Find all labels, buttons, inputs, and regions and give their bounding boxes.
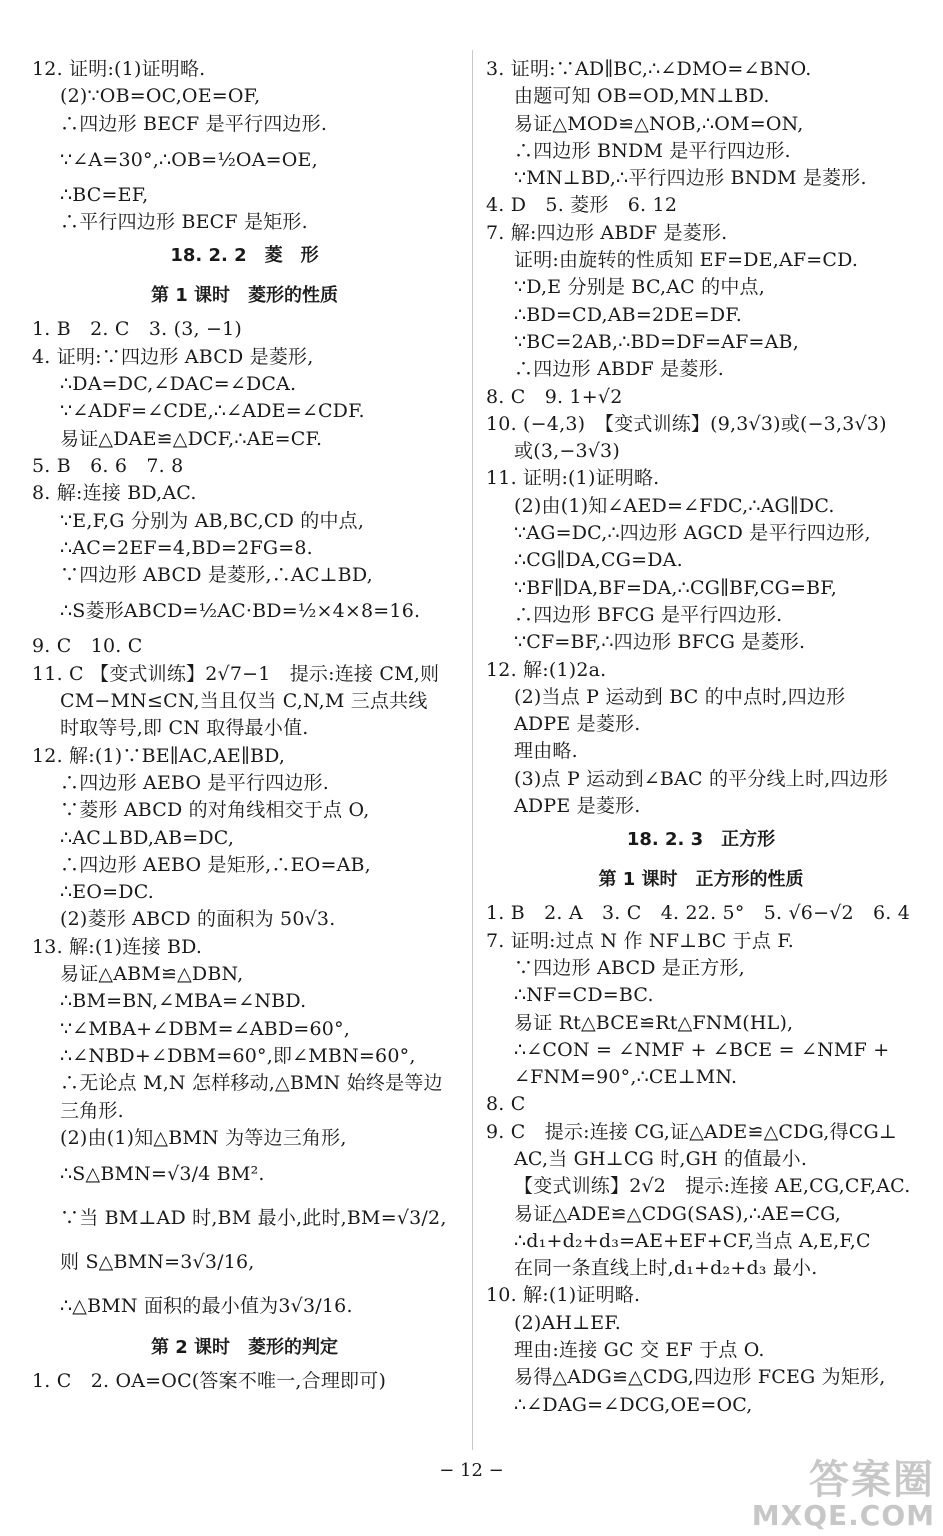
answer-line: ∴∠CON = ∠NMF + ∠BCE = ∠NMF + xyxy=(514,1038,890,1061)
answer-line: ∵∠A=30°,∴OB=½OA=OE, xyxy=(60,148,318,171)
answer-line: ∵AG=DC,∴四边形 AGCD 是平行四边形, xyxy=(514,522,871,545)
section-heading: 18. 2. 3 正方形 xyxy=(626,829,776,851)
answer-line: ∵∠ADF=∠CDE,∴∠ADE=∠CDF. xyxy=(60,400,365,423)
answer-line: ∴四边形 ABDF 是菱形. xyxy=(514,358,725,381)
answer-item: 1. B 2. A 3. C 4. 22. 5° 5. √6−√2 6. 4 xyxy=(486,902,911,925)
answer-line: ∴无论点 M,N 怎样移动,△BMN 始终是等边 xyxy=(60,1072,443,1095)
answer-item: 13. 解:(1)连接 BD. xyxy=(32,935,203,958)
answer-line: ∴DA=DC,∠DAC=∠DCA. xyxy=(60,373,297,396)
answer-line: ∵BC=2AB,∴BD=DF=AF=AB, xyxy=(514,330,799,353)
answer-line: ∴四边形 AEBO 是平行四边形. xyxy=(60,771,330,794)
answer-line: ∵BF∥DA,BF=DA,∴CG∥BF,CG=BF, xyxy=(514,576,837,599)
answer-line: ∴AC⊥BD,AB=DC, xyxy=(60,826,235,849)
answer-line: ∴四边形 BFCG 是平行四边形. xyxy=(514,603,783,626)
answer-line: ∵MN⊥BD,∴平行四边形 BNDM 是菱形. xyxy=(514,167,867,190)
answer-item: 11. C 【变式训练】2√7−1 提示:连接 CM,则 xyxy=(32,662,440,685)
answer-item: 10. (−4,3) 【变式训练】(9,3√3)或(−3,3√3) xyxy=(486,412,887,435)
column-divider xyxy=(472,50,473,1450)
answer-line: ∵∠MBA+∠DBM=∠ABD=60°, xyxy=(60,1017,351,1040)
answer-line: 由题可知 OB=OD,MN⊥BD. xyxy=(514,85,770,108)
answer-item: 10. 解:(1)证明略. xyxy=(486,1284,641,1307)
answer-line: 三角形. xyxy=(60,1099,124,1122)
answer-item: 7. 证明:过点 N 作 NF⊥BC 于点 F. xyxy=(486,929,794,952)
answer-item: 4. D 5. 菱形 6. 12 xyxy=(486,194,678,217)
answer-line: ADPE 是菱形. xyxy=(514,795,641,818)
watermark-line2: MXQE.COM xyxy=(751,1498,935,1532)
answer-line: 则 S△BMN=3√3/16, xyxy=(60,1251,255,1274)
answer-line: 易证 Rt△BCE≌Rt△FNM(HL), xyxy=(514,1011,794,1034)
answer-line: CM−MN≤CN,当且仅当 C,N,M 三点共线 xyxy=(60,690,428,713)
answer-line: ∴S△BMN=√3/4 BM². xyxy=(60,1163,265,1186)
answer-line: ∴S菱形ABCD=½AC·BD=½×4×8=16. xyxy=(60,600,421,623)
watermark-logo xyxy=(751,1456,935,1532)
answer-line: (3)点 P 运动到∠BAC 的平分线上时,四边形 xyxy=(514,767,888,790)
answer-line: ∠FNM=90°,∴CE⊥MN. xyxy=(514,1066,738,1089)
answer-line: ∵D,E 分别是 BC,AC 的中点, xyxy=(514,276,765,299)
page-number: − 12 − xyxy=(439,1460,504,1481)
answer-line: ∴四边形 AEBO 是矩形,∴EO=AB, xyxy=(60,853,371,876)
answer-line: 时取等号,即 CN 取得最小值. xyxy=(60,717,309,740)
answer-line: 理由略. xyxy=(514,740,578,763)
answer-line: ∴BM=BN,∠MBA=∠NBD. xyxy=(60,990,307,1013)
answer-line: ∴BD=CD,AB=2DE=DF. xyxy=(514,303,742,326)
right-column xyxy=(486,56,916,1419)
left-column xyxy=(32,56,457,1395)
answer-line: ∴△BMN 面积的最小值为3√3/16. xyxy=(60,1295,353,1318)
answer-item: 1. C 2. OA=OC(答案不唯一,合理即可) xyxy=(32,1370,387,1393)
answer-line: (2)当点 P 运动到 BC 的中点时,四边形 xyxy=(514,685,846,708)
answer-item: 8. 解:连接 BD,AC. xyxy=(32,482,197,505)
answer-line: (2)由(1)知△BMN 为等边三角形, xyxy=(60,1126,347,1149)
answer-line: ∵菱形 ABCD 的对角线相交于点 O, xyxy=(60,799,370,822)
answer-item: 7. 解:四边形 ABDF 是菱形. xyxy=(486,221,728,244)
answer-line: ∴CG∥DA,CG=DA. xyxy=(514,549,683,572)
answer-item: 4. 证明:∵四边形 ABCD 是菱形, xyxy=(32,345,314,368)
answer-line: ∴平行四边形 BECF 是矩形. xyxy=(60,211,308,234)
answer-line: ∵CF=BF,∴四边形 BFCG 是菱形. xyxy=(514,631,806,654)
answer-line: ∴BC=EF, xyxy=(60,183,149,206)
answer-line: (2)菱形 ABCD 的面积为 50√3. xyxy=(60,908,336,931)
answer-line: 在同一条直线上时,d₁+d₂+d₃ 最小. xyxy=(514,1257,818,1280)
answer-item: 1. B 2. C 3. (3, −1) xyxy=(32,318,243,341)
section-heading: 第 2 课时 菱形的判定 xyxy=(150,1337,339,1359)
watermark-line1: 答案圈 xyxy=(809,1456,935,1503)
answer-line: ∴四边形 BECF 是平行四边形. xyxy=(60,112,328,135)
answer-line: ∵四边形 ABCD 是正方形, xyxy=(514,956,745,979)
answer-line: (2)AH⊥EF. xyxy=(514,1311,622,1334)
answer-line: 易证△ABM≌△DBN, xyxy=(60,963,244,986)
answer-item: 12. 证明:(1)证明略. xyxy=(32,58,206,80)
answer-line: (2)∵OB=OC,OE=OF, xyxy=(60,85,261,108)
answer-line: ∴∠NBD+∠DBM=60°,即∠MBN=60°, xyxy=(60,1044,416,1067)
answer-item: 5. B 6. 6 7. 8 xyxy=(32,454,184,477)
answer-line: 或(3,−3√3) xyxy=(514,440,620,463)
answer-line: 易证△MOD≌△NOB,∴OM=ON, xyxy=(514,112,804,135)
answer-line: ∵四边形 ABCD 是菱形,∴AC⊥BD, xyxy=(60,564,373,587)
answer-item: 12. 解:(1)2a. xyxy=(486,658,607,681)
answer-line: ∵当 BM⊥AD 时,BM 最小,此时,BM=√3/2, xyxy=(60,1207,447,1230)
answer-line: ∴d₁+d₂+d₃=AE+EF+CF,当点 A,E,F,C xyxy=(514,1229,871,1252)
answer-line: 【变式训练】2√2 提示:连接 AE,CG,CF,AC. xyxy=(514,1175,911,1198)
answer-item: 9. C 提示:连接 CG,证△ADE≌△CDG,得CG⊥ xyxy=(486,1120,897,1143)
answer-item: 3. 证明:∵AD∥BC,∴∠DMO=∠BNO. xyxy=(486,58,812,80)
answer-line: 易得△ADG≌△CDG,四边形 FCEG 为矩形, xyxy=(514,1366,886,1389)
answer-line: 易证△DAE≌△DCF,∴AE=CF. xyxy=(60,427,323,450)
answer-line: AC,当 GH⊥CG 时,GH 的值最小. xyxy=(514,1147,808,1170)
section-heading: 第 1 课时 正方形的性质 xyxy=(598,869,804,891)
answer-item: 11. 证明:(1)证明略. xyxy=(486,467,660,490)
answer-item: 9. C 10. C xyxy=(32,635,143,658)
answer-line: ∵E,F,G 分别为 AB,BC,CD 的中点, xyxy=(60,509,365,532)
answer-item: 8. C xyxy=(486,1093,526,1116)
answer-item: 8. C 9. 1+√2 xyxy=(486,385,623,408)
answer-line: ∴NF=CD=BC. xyxy=(514,984,654,1007)
answer-line: ∴AC=2EF=4,BD=2FG=8. xyxy=(60,536,313,559)
answer-line: (2)由(1)知∠AED=∠FDC,∴AG∥DC. xyxy=(514,494,835,517)
answer-item: 12. 解:(1)∵BE∥AC,AE∥BD, xyxy=(32,744,286,767)
answer-line: 证明:由旋转的性质知 EF=DE,AF=CD. xyxy=(514,249,859,272)
answer-line: 理由:连接 GC 交 EF 于点 O. xyxy=(514,1339,765,1362)
answer-line: ∴EO=DC. xyxy=(60,881,154,904)
section-heading: 第 1 课时 菱形的性质 xyxy=(150,285,339,307)
answer-line: ∴∠DAG=∠DCG,OE=OC, xyxy=(514,1393,753,1416)
answer-line: ∴四边形 BNDM 是平行四边形. xyxy=(514,139,791,162)
answer-line: 易证△ADE≌△CDG(SAS),∴AE=CG, xyxy=(514,1202,842,1225)
section-heading: 18. 2. 2 菱 形 xyxy=(170,245,319,267)
answer-line: ADPE 是菱形. xyxy=(514,713,641,736)
